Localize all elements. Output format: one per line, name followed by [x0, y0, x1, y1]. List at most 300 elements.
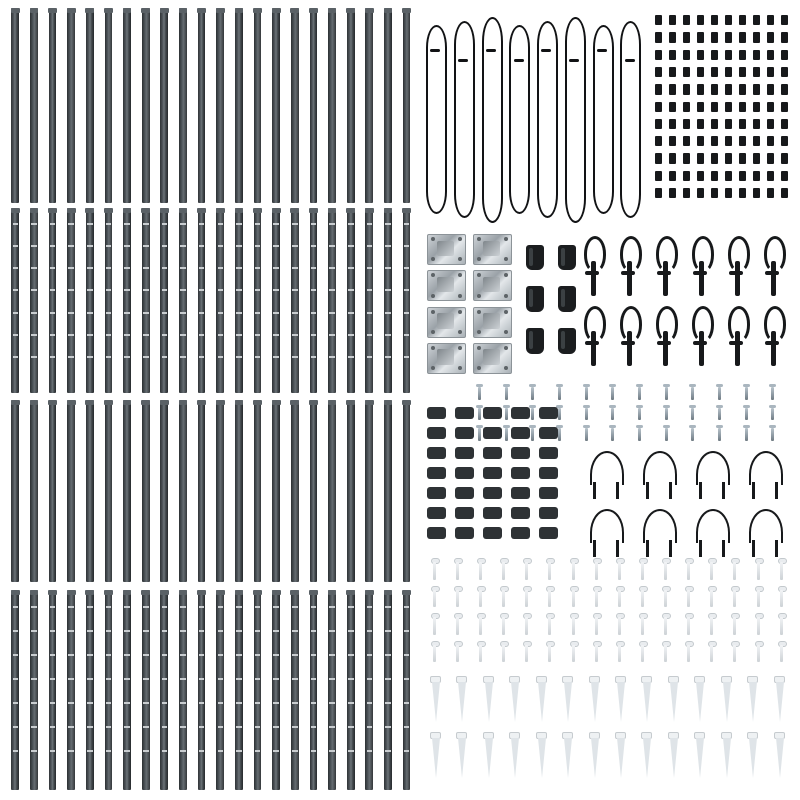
fence-post [86, 208, 94, 393]
peg [710, 562, 713, 580]
post-notch [87, 750, 93, 752]
post-notch [348, 726, 354, 728]
rounded-clip [511, 447, 530, 459]
post-cap [197, 590, 206, 595]
hoop-leg [593, 540, 596, 557]
fence-post [160, 400, 168, 582]
plate-hole [458, 310, 462, 314]
post-notch [143, 223, 149, 225]
hook-jaw [729, 271, 743, 275]
post-notch [404, 630, 410, 632]
peg [433, 562, 436, 580]
small-clip [669, 15, 676, 25]
fence-post [235, 400, 243, 582]
post-notch [68, 267, 74, 269]
post-cap [272, 590, 281, 595]
rounded-clip [539, 447, 558, 459]
ground-spike [643, 738, 651, 778]
black-hook-clamps [576, 232, 792, 372]
peg [710, 645, 713, 663]
post-cap [48, 400, 57, 405]
post-notch [236, 289, 242, 291]
fence-post [310, 8, 318, 203]
post-notch [13, 312, 19, 314]
post-notch [199, 630, 205, 632]
post-notch [87, 726, 93, 728]
post-notch [50, 356, 56, 358]
post-notch [236, 312, 242, 314]
post-notch [68, 654, 74, 656]
peg [757, 617, 760, 635]
small-clip [683, 67, 690, 77]
screw [691, 408, 694, 421]
post-notch [124, 267, 130, 269]
post-cap [11, 208, 20, 213]
small-clip [655, 171, 662, 181]
small-clip [683, 84, 690, 94]
fence-post [142, 8, 150, 203]
post-cap [253, 400, 262, 405]
screw [745, 408, 748, 421]
small-clip [711, 119, 718, 129]
post-notch [273, 289, 279, 291]
post-notch [87, 245, 93, 247]
post-notch [143, 726, 149, 728]
post-notch [13, 726, 19, 728]
small-clip [683, 188, 690, 198]
ground-spike [643, 682, 651, 722]
post-notch [50, 606, 56, 608]
hook-jaw [621, 271, 635, 275]
fence-post [347, 590, 355, 790]
post-notch [68, 334, 74, 336]
small-clip [683, 119, 690, 129]
post-notch [68, 289, 74, 291]
small-clip [753, 32, 760, 42]
post-notch [162, 750, 168, 752]
rounded-clip [511, 427, 530, 439]
peg [479, 562, 482, 580]
post-notch [218, 356, 224, 358]
post-cap [85, 8, 94, 13]
post-notch [31, 223, 37, 225]
small-clip [697, 119, 704, 129]
post-notch [385, 726, 391, 728]
post-notch [236, 726, 242, 728]
small-clip [767, 15, 774, 25]
fence-post [235, 590, 243, 790]
small-clip [781, 67, 788, 77]
post-cap [123, 400, 132, 405]
peg [687, 562, 690, 580]
small-clip [739, 153, 746, 163]
small-clip [767, 119, 774, 129]
fence-post [198, 400, 206, 582]
post-notch [31, 245, 37, 247]
post-notch [404, 726, 410, 728]
post-notch [273, 678, 279, 680]
post-notch [199, 334, 205, 336]
post-notch [13, 267, 19, 269]
fence-post [86, 8, 94, 203]
peg [572, 562, 575, 580]
small-clip [669, 67, 676, 77]
post-notch [255, 702, 261, 704]
rounded-clip [539, 467, 558, 479]
post-cap [30, 208, 39, 213]
small-clip [725, 119, 732, 129]
small-clip [767, 102, 774, 112]
post-notch [348, 654, 354, 656]
fence-post [216, 590, 224, 790]
fence-post [11, 208, 19, 393]
post-cap [67, 400, 76, 405]
rounded-clip [427, 487, 446, 499]
small-clip [683, 102, 690, 112]
post-notch [329, 630, 335, 632]
poles-row-2 [8, 208, 418, 393]
post-notch [143, 312, 149, 314]
post-notch [236, 654, 242, 656]
post-notch [292, 726, 298, 728]
hook-stem [735, 331, 740, 366]
ground-spike [723, 738, 731, 778]
fence-post [142, 400, 150, 582]
post-notch [404, 334, 410, 336]
post-notch [31, 702, 37, 704]
post-cap [253, 8, 262, 13]
post-notch [404, 606, 410, 608]
fence-post [310, 590, 318, 790]
post-notch [255, 678, 261, 680]
post-notch [404, 654, 410, 656]
fence-post [11, 400, 19, 582]
post-notch [329, 267, 335, 269]
post-notch [292, 678, 298, 680]
post-notch [143, 702, 149, 704]
ground-spike [511, 738, 519, 778]
peg [479, 617, 482, 635]
screw [611, 387, 614, 400]
post-notch [106, 334, 112, 336]
post-notch [218, 630, 224, 632]
post-notch [50, 654, 56, 656]
post-notch [106, 702, 112, 704]
post-notch [31, 334, 37, 336]
small-clip [725, 102, 732, 112]
post-notch [13, 356, 19, 358]
rounded-clip [455, 507, 474, 519]
small-clip [725, 188, 732, 198]
post-notch [367, 750, 373, 752]
post-notch [106, 267, 112, 269]
post-notch [385, 750, 391, 752]
post-cap [85, 590, 94, 595]
fence-post [384, 590, 392, 790]
screw [771, 428, 774, 441]
post-cap [216, 8, 225, 13]
screw [638, 387, 641, 400]
post-notch [329, 678, 335, 680]
screw [718, 408, 721, 421]
post-notch [180, 334, 186, 336]
post-cap [402, 208, 411, 213]
post-notch [31, 356, 37, 358]
rounded-black-clips [424, 404, 564, 544]
post-notch [180, 726, 186, 728]
peg [733, 590, 736, 608]
fence-post [365, 8, 373, 203]
post-notch [255, 267, 261, 269]
fence-post [105, 590, 113, 790]
post-cap [346, 8, 355, 13]
post-notch [218, 726, 224, 728]
hook-stem [663, 331, 668, 366]
post-notch [31, 312, 37, 314]
hoop-leg [646, 540, 649, 557]
small-clip [753, 67, 760, 77]
post-notch [162, 702, 168, 704]
small-clip [711, 84, 718, 94]
plate-hole [477, 294, 481, 298]
peg [456, 617, 459, 635]
post-notch [292, 630, 298, 632]
post-notch [13, 606, 19, 608]
black-elastic-cord-loops [424, 10, 646, 225]
post-cap [309, 400, 318, 405]
small-clip [697, 32, 704, 42]
small-clip [739, 50, 746, 60]
post-notch [311, 356, 317, 358]
post-notch [143, 267, 149, 269]
ground-spike [432, 738, 440, 778]
small-clip [711, 67, 718, 77]
small-clip [739, 102, 746, 112]
screw [745, 428, 748, 441]
post-notch [124, 245, 130, 247]
post-notch [50, 334, 56, 336]
hoop-leg [775, 482, 778, 499]
post-notch [124, 289, 130, 291]
post-notch [385, 245, 391, 247]
post-cap [104, 8, 113, 13]
plate-hole [458, 294, 462, 298]
post-notch [199, 726, 205, 728]
post-notch [199, 654, 205, 656]
post-notch [292, 702, 298, 704]
rounded-clip [455, 527, 474, 539]
post-notch [199, 223, 205, 225]
cord-tie [486, 49, 496, 52]
post-notch [311, 334, 317, 336]
hoop-leg [775, 540, 778, 557]
elastic-cord-loop [426, 25, 447, 214]
rounded-clip [511, 487, 530, 499]
post-cap [328, 208, 337, 213]
small-clip [655, 153, 662, 163]
post-cap [365, 590, 374, 595]
post-notch [273, 654, 279, 656]
post-notch [218, 702, 224, 704]
post-notch [13, 750, 19, 752]
fence-post [235, 8, 243, 203]
small-clip [753, 15, 760, 25]
small-clip [669, 50, 676, 60]
peg [595, 645, 598, 663]
fence-post [160, 8, 168, 203]
post-cap [179, 400, 188, 405]
small-clip [739, 67, 746, 77]
screw [665, 387, 668, 400]
wire-hoop [749, 451, 784, 486]
cord-tie [430, 49, 440, 52]
post-notch [50, 750, 56, 752]
post-notch [31, 726, 37, 728]
peg [664, 617, 667, 635]
post-notch [180, 630, 186, 632]
post-cap [365, 400, 374, 405]
fence-post [254, 8, 262, 203]
post-cap [123, 590, 132, 595]
fence-post [328, 590, 336, 790]
small-clip [767, 84, 774, 94]
fence-post [328, 208, 336, 393]
post-cap [11, 400, 20, 405]
fence-post [86, 590, 94, 790]
hook-stem [627, 261, 632, 296]
post-cap [402, 590, 411, 595]
post-notch [255, 654, 261, 656]
fence-post [123, 8, 131, 203]
peg [525, 617, 528, 635]
cone-clip [526, 245, 544, 271]
ground-spike [591, 738, 599, 778]
peg [780, 645, 783, 663]
post-notch [180, 654, 186, 656]
hoop-leg [722, 540, 725, 557]
post-cap [179, 208, 188, 213]
post-notch [87, 356, 93, 358]
fence-post [384, 400, 392, 582]
post-notch [87, 702, 93, 704]
plate-core [437, 349, 454, 365]
screw [771, 387, 774, 400]
post-cap [253, 590, 262, 595]
post-cap [67, 590, 76, 595]
wire-hoop [749, 509, 784, 544]
peg [618, 645, 621, 663]
post-notch [87, 289, 93, 291]
rounded-clip [483, 467, 502, 479]
post-cap [179, 590, 188, 595]
peg [502, 645, 505, 663]
post-notch [236, 267, 242, 269]
post-notch [50, 289, 56, 291]
post-notch [180, 223, 186, 225]
post-cap [346, 590, 355, 595]
post-notch [50, 223, 56, 225]
small-clip [753, 188, 760, 198]
post-notch [68, 630, 74, 632]
peg [548, 562, 551, 580]
rounded-clip [427, 447, 446, 459]
post-notch [162, 606, 168, 608]
image-title [0, 0, 1, 1]
fence-post [86, 400, 94, 582]
rounded-clip [483, 507, 502, 519]
post-notch [143, 245, 149, 247]
rounded-clip [483, 447, 502, 459]
peg [572, 617, 575, 635]
post-notch [180, 245, 186, 247]
post-cap [216, 590, 225, 595]
post-notch [180, 678, 186, 680]
small-clip [781, 136, 788, 146]
peg [572, 590, 575, 608]
peg [687, 590, 690, 608]
cone-clip [526, 286, 544, 312]
post-notch [329, 606, 335, 608]
plate-hole [458, 366, 462, 370]
screw [611, 428, 614, 441]
hook-jaw [693, 271, 707, 275]
post-notch [180, 606, 186, 608]
rounded-clip [427, 527, 446, 539]
small-clip [683, 32, 690, 42]
post-notch [162, 245, 168, 247]
post-cap [85, 208, 94, 213]
plate-hole [504, 237, 508, 241]
post-cap [11, 590, 20, 595]
fence-post [216, 8, 224, 203]
plate-hole [431, 294, 435, 298]
ground-spike [485, 738, 493, 778]
ground-spike [538, 738, 546, 778]
fence-post [30, 8, 38, 203]
elastic-cord-loop [593, 25, 614, 214]
small-clip [669, 153, 676, 163]
peg [618, 562, 621, 580]
small-clip [781, 15, 788, 25]
post-notch [255, 630, 261, 632]
post-cap [272, 400, 281, 405]
post-cap [290, 8, 299, 13]
fence-post [272, 590, 280, 790]
post-notch [348, 606, 354, 608]
post-cap [384, 208, 393, 213]
post-notch [273, 334, 279, 336]
plate-hole [504, 310, 508, 314]
post-cap [160, 8, 169, 13]
fence-post [67, 590, 75, 790]
post-notch [367, 334, 373, 336]
peg [433, 645, 436, 663]
post-notch [404, 267, 410, 269]
cord-tie [597, 49, 607, 52]
post-notch [106, 630, 112, 632]
small-clip [697, 188, 704, 198]
post-notch [124, 702, 130, 704]
post-notch [124, 726, 130, 728]
wire-hoop [590, 451, 625, 486]
fence-post [365, 590, 373, 790]
post-cap [30, 400, 39, 405]
small-clip [683, 50, 690, 60]
peg [456, 590, 459, 608]
post-cap [104, 590, 113, 595]
screw [691, 428, 694, 441]
post-cap [160, 208, 169, 213]
